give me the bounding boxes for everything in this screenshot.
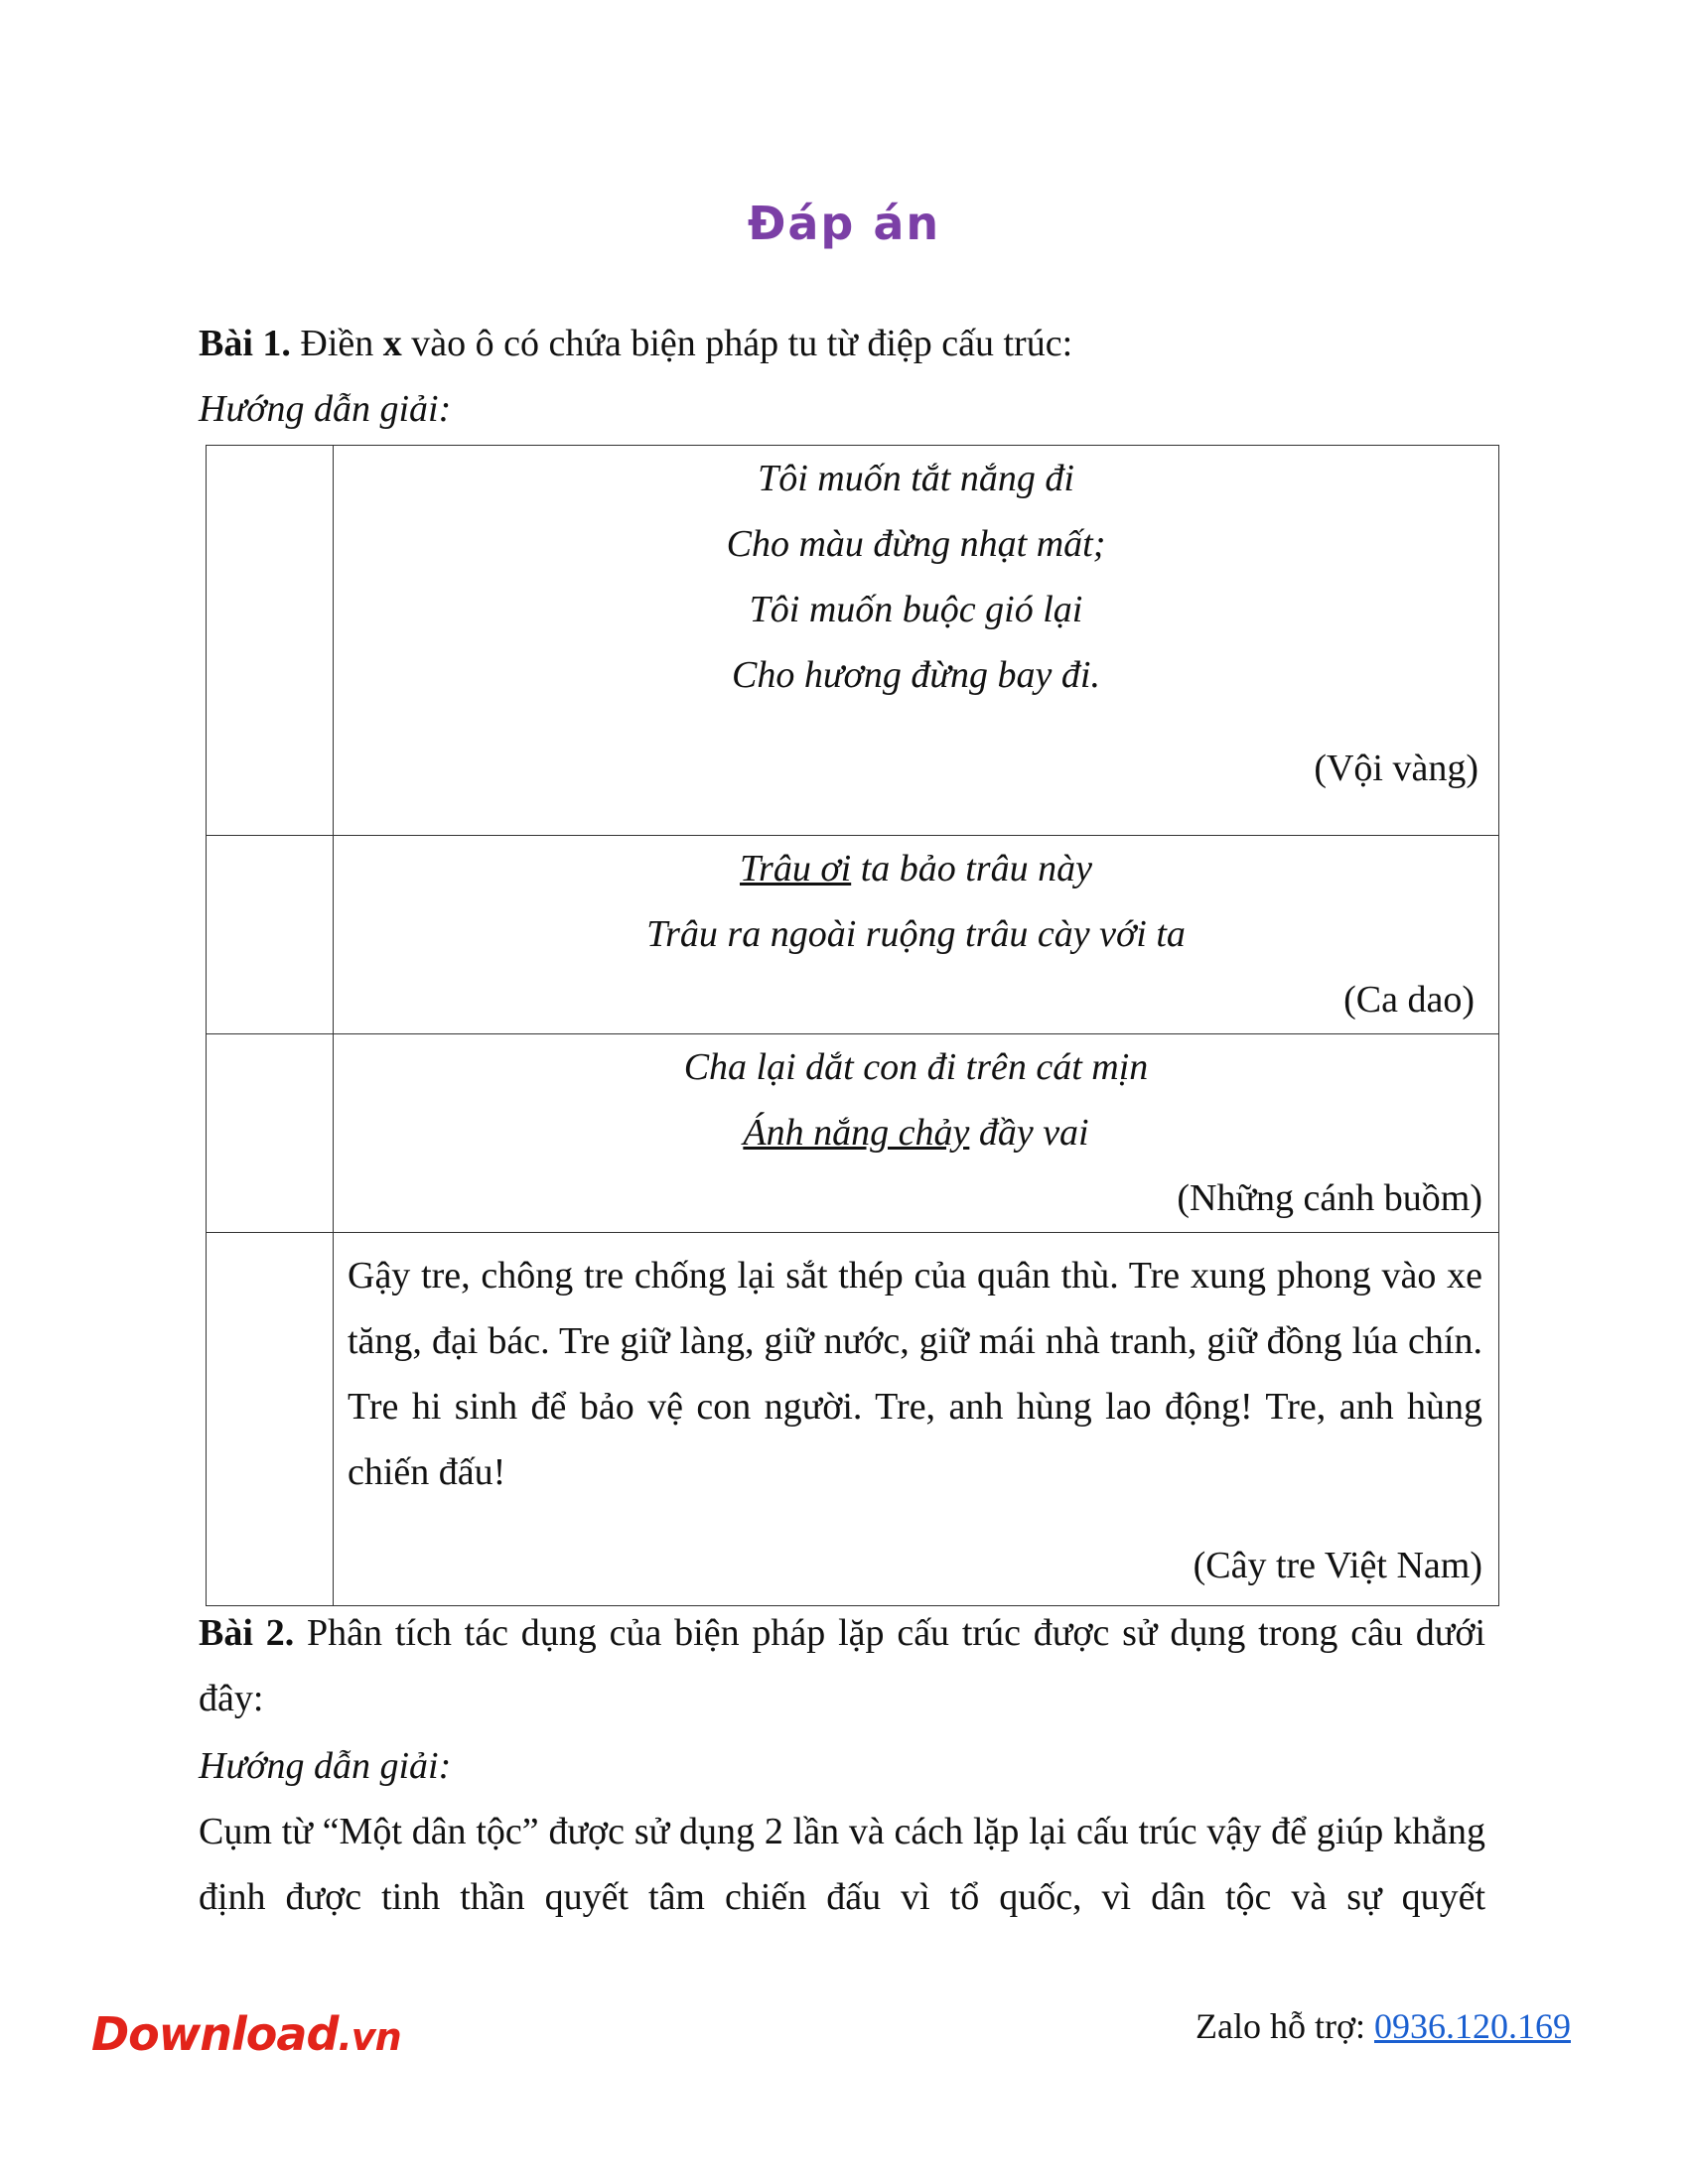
underlined-phrase: Ánh nắng chảy	[743, 1112, 970, 1154]
content-cell	[334, 446, 1499, 836]
bai1-text-a: Điền	[290, 323, 383, 364]
poem-line: Cho hương đừng bay đi.	[731, 654, 1100, 696]
page-title: Đáp án	[747, 197, 941, 250]
bai2-guide: Hướng dẫn giải:	[199, 1745, 452, 1787]
footer-contact	[1196, 2005, 1571, 2047]
poem-line: Tôi muốn buộc gió lại	[749, 589, 1083, 630]
poem-line	[334, 836, 1498, 901]
checkbox-cell[interactable]	[207, 446, 334, 836]
poem-line: Cho màu đừng nhạt mất;	[726, 523, 1106, 565]
source-label: (Vội vàng)	[1314, 748, 1478, 789]
poem-line: Tôi muốn tắt nắng đi	[758, 458, 1074, 499]
poem-line-rest: đầy vai	[969, 1112, 1089, 1154]
bai1-x: x	[382, 323, 402, 364]
logo-main: Download	[91, 2007, 339, 2061]
source-label: (Ca dao)	[1343, 979, 1475, 1021]
bai2-question	[199, 1600, 1485, 1731]
bai1-text-b: vào ô có chứa biện pháp tu từ điệp cấu trúc:	[401, 323, 1073, 364]
bai1-guide: Hướng dẫn giải:	[199, 388, 452, 430]
bai2-label: Bài 2.	[199, 1612, 295, 1654]
phone-link[interactable]: 0936.120.169	[1374, 2006, 1571, 2046]
answer-table	[206, 445, 1499, 1606]
checkbox-cell[interactable]	[207, 1233, 334, 1606]
content-cell	[334, 1034, 1499, 1233]
download-logo[interactable]	[91, 2007, 401, 2061]
table-row	[207, 446, 1499, 836]
table-row	[207, 1233, 1499, 1606]
table-row	[207, 1034, 1499, 1233]
bai2-answer: Cụm từ “Một dân tộc” được sử dụng 2 lần và cách lặp lại cấu trúc vậy để giúp khẳng định được tinh thần quyết tâm chiến đấu vì tổ quốc, vì dân tộc và sự quyết	[199, 1811, 1485, 1918]
checkbox-cell[interactable]	[207, 836, 334, 1034]
contact-label: Zalo hỗ trợ:	[1196, 2006, 1374, 2046]
underlined-phrase: Trâu ơi	[740, 848, 852, 889]
poem-line: Trâu ra ngoài ruộng trâu cày với ta	[646, 913, 1186, 955]
poem-line	[334, 1100, 1498, 1165]
poem-line-rest: ta bảo trâu này	[851, 848, 1092, 889]
prose-text: Gậy tre, chông tre chống lại sắt thép của quân thù. Tre xung phong vào xe tăng, đại bác. Tre giữ làng, giữ nước, giữ mái nhà tranh, giữ đồng lúa chín. Tre hi sinh để bảo vệ con người. Tre, anh hùng lao động! Tre, anh hùng chiến đấu!	[348, 1255, 1482, 1493]
bai2-text: Phân tích tác dụng của biện pháp lặp cấu trúc được sử dụng trong câu dưới đây:	[199, 1612, 1485, 1719]
checkbox-cell[interactable]	[207, 1034, 334, 1233]
logo-suffix: .vn	[338, 2015, 401, 2059]
bai1-question	[199, 311, 1485, 376]
table-row	[207, 836, 1499, 1034]
source-label: (Những cánh buồm)	[1177, 1177, 1482, 1219]
content-cell	[334, 836, 1499, 1034]
bai1-label: Bài 1.	[199, 323, 291, 364]
poem-line: Cha lại dắt con đi trên cát mịn	[683, 1046, 1149, 1088]
content-cell	[334, 1233, 1499, 1606]
source-label: (Cây tre Việt Nam)	[1193, 1545, 1482, 1586]
